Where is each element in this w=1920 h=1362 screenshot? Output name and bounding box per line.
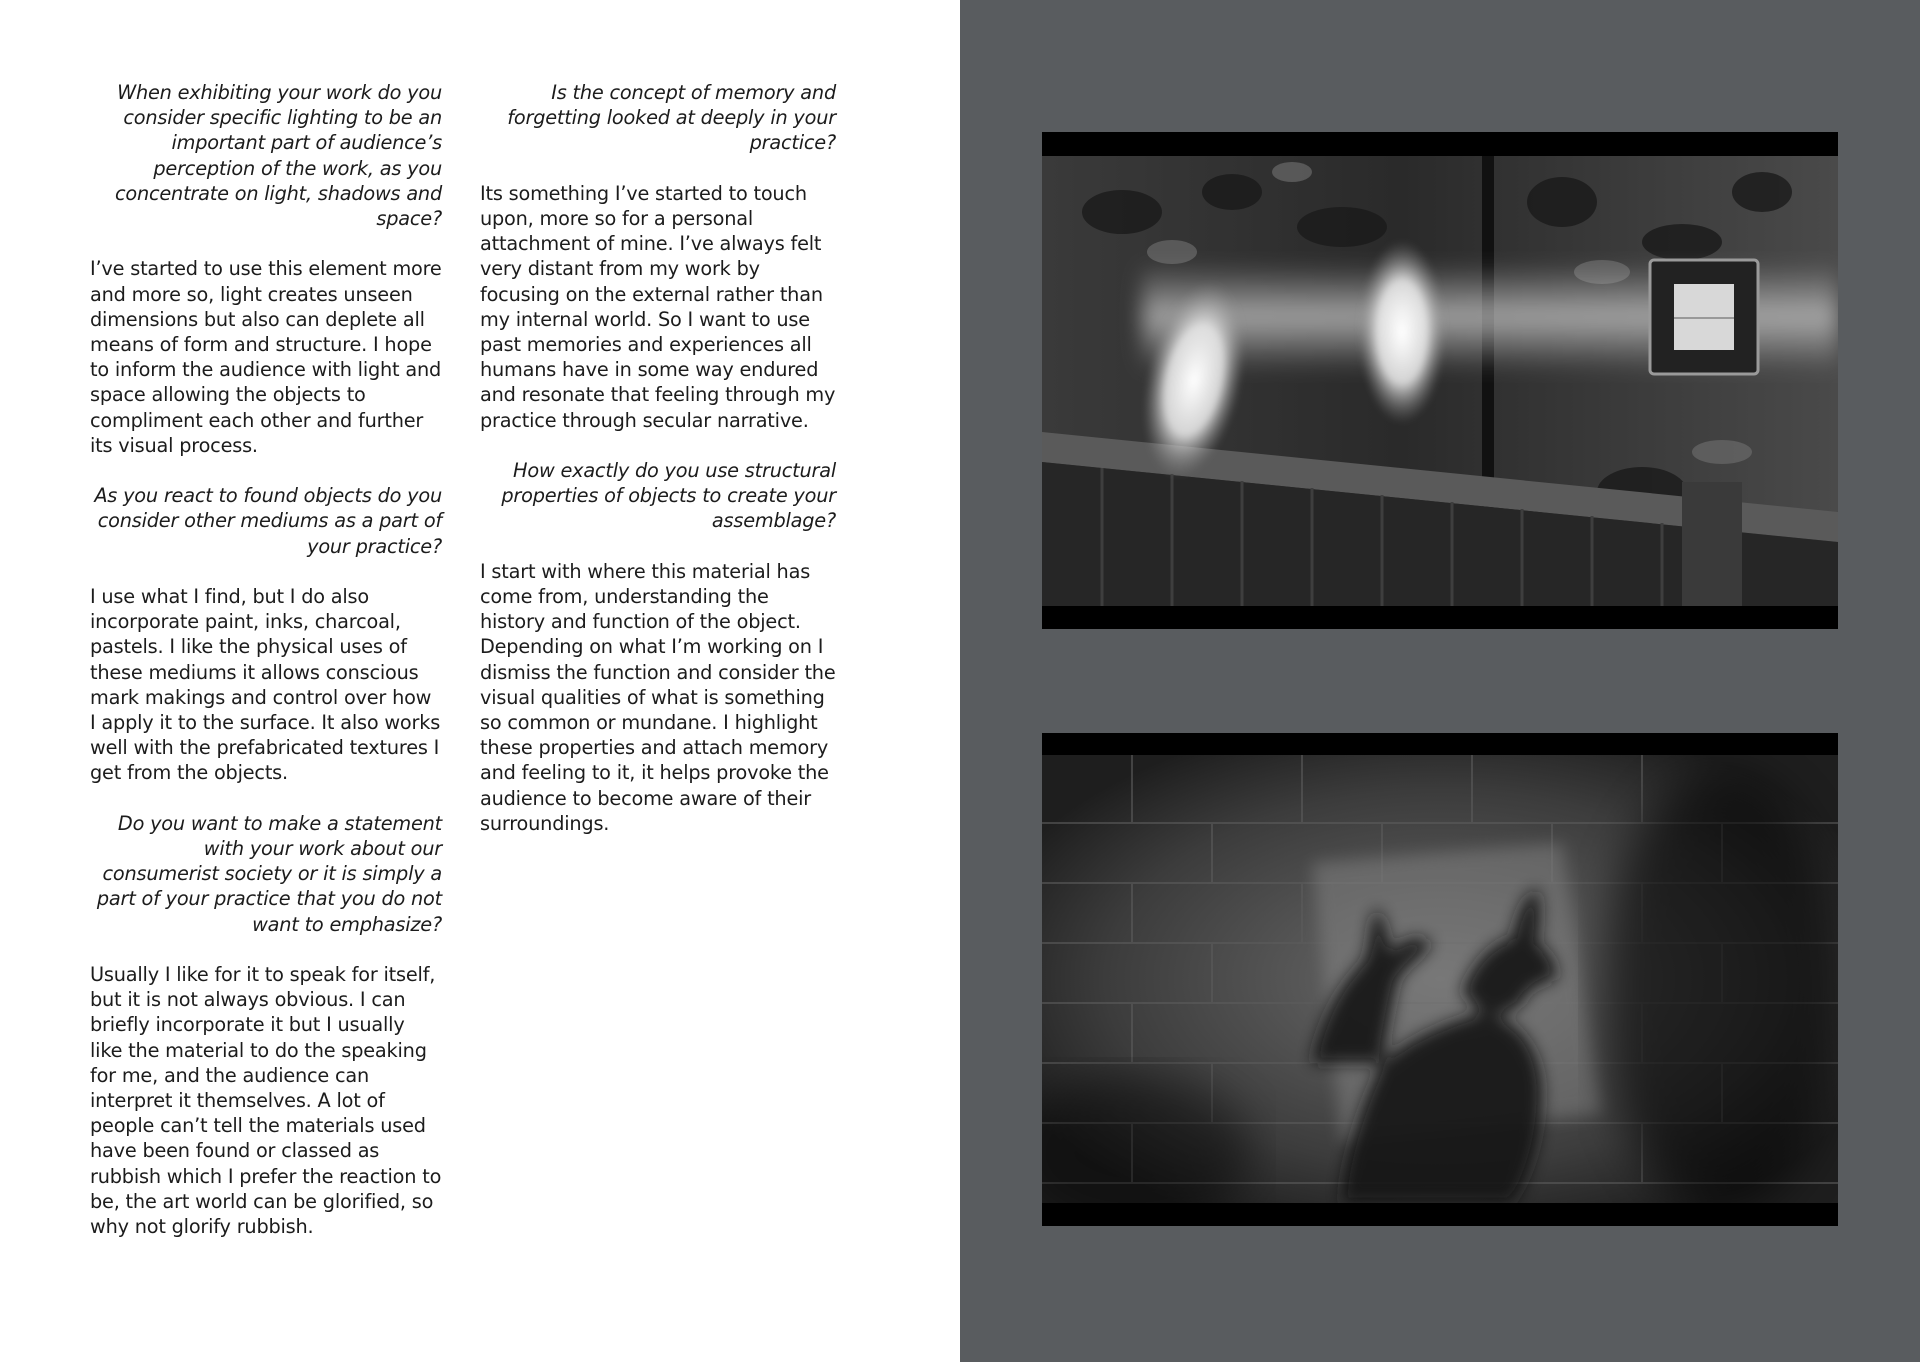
photo-hand-shadow — [1042, 733, 1838, 1226]
qa-block — [90, 483, 442, 785]
interview-question: Do you want to make a statement with your work about our consumerist society or it is simply a part of your practice that you do not want to emphasize? — [96, 811, 442, 936]
interview-answer: I start with where this material has come from, understanding the history and function of the object. Depending on what I’m working on I dismiss the function and consider the visual qualities of what is something so common or mundane. I highlight these properties and attach memory and feeling to it, it helps provoke the audience to become aware of their surroundings. — [480, 559, 836, 835]
interview-answer: I use what I find, but I do also incorporate paint, inks, charcoal, pastels. I like the physical uses of these mediums it allows conscious mark makings and control over how I apply it to the surface. It also works well with the prefabricated textures I get from the objects. — [90, 585, 441, 785]
qa-block — [480, 458, 836, 836]
photo-hand-shadow-image — [1042, 733, 1838, 1226]
interview-question: How exactly do you use structural properties of objects to create your assemblage? — [501, 459, 836, 533]
interview-column-1 — [90, 80, 442, 1264]
interview-answer: Its something I’ve started to touch upon, more so for a personal attachment of mine. I’ve always felt very distant from my work by focusing on the external rather than my internal world. So I want to use past memories and experiences all humans have in some way endured and resonate that feeling through my practice through secular narrative. — [480, 181, 836, 432]
interview-answer: Usually I like for it to speak for itself, but it is not always obvious. I can briefly incorporate it but I usually like the material to do the speaking for me, and the audience can interpret it themselves. A lot of people can’t tell the materials used have been found or classed as rubbish which I prefer the reaction to be, the art world can be glorified, so why not glorify rubbish. — [90, 963, 442, 1239]
qa-block — [90, 80, 442, 458]
interview-question: When exhibiting your work do you consider specific lighting to be an important part of audience’s perception of the work, as you concentrate on light, shadows and space? — [114, 81, 442, 231]
qa-block — [480, 80, 836, 433]
photo-light-wall-image — [1042, 132, 1838, 629]
interview-question: As you react to found objects do you consider other mediums as a part of your practice? — [94, 484, 442, 558]
interview-question: Is the concept of memory and forgetting looked at deeply in your practice? — [507, 81, 836, 155]
interview-column-2 — [480, 80, 836, 861]
photo-light-wall — [1042, 132, 1838, 629]
interview-answer: I’ve started to use this element more and more so, light creates unseen dimensions but also can deplete all means of form and structure. I hope to inform the audience with light and space allowing the objects to compliment each other and further its visual process. — [90, 257, 442, 457]
qa-block — [90, 811, 442, 1239]
